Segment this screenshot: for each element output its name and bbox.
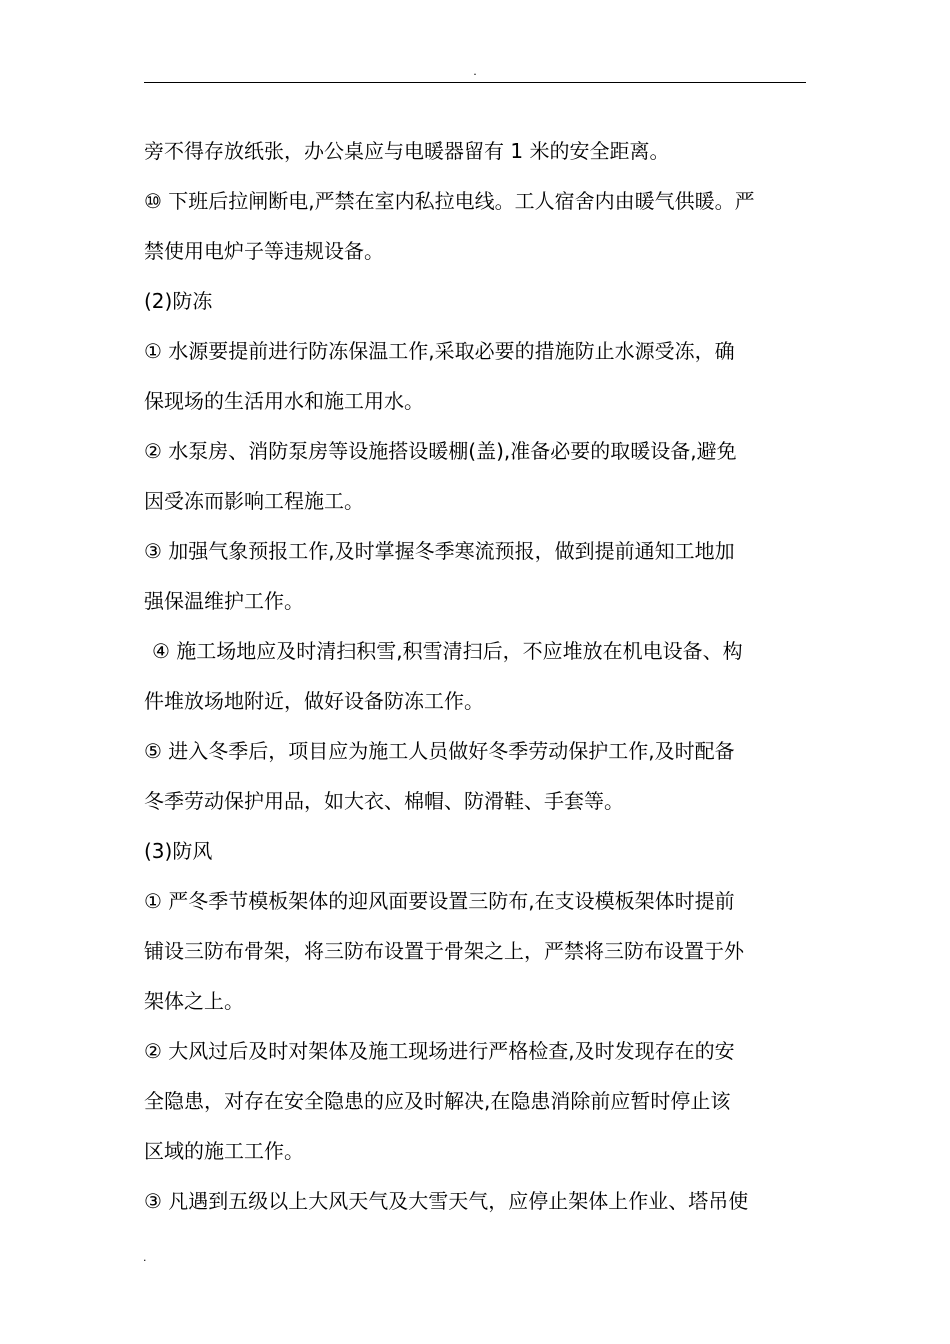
text-line: ② 大风过后及时对架体及施工现场进行严格检查,及时发现存在的安 [144, 1039, 735, 1063]
text-line: ③ 加强气象预报工作,及时掌握冬季寒流预报，做到提前通知工地加 [144, 539, 735, 563]
text-line: ⑩ 下班后拉闸断电,严禁在室内私拉电线。工人宿舍内由暖气供暖。严 [144, 189, 755, 213]
text-line: ④ 施工场地应及时清扫积雪,积雪清扫后，不应堆放在机电设备、构 [152, 639, 743, 663]
text-line: ② 水泵房、消防泵房等设施搭设暖棚(盖),准备必要的取暖设备,避免 [144, 439, 737, 463]
text-line: ⑤ 进入冬季后，项目应为施工人员做好冬季劳动保护工作,及时配备 [144, 739, 735, 763]
header-rule [144, 82, 806, 83]
text-line: 铺设三防布骨架，将三防布设置于骨架之上，严禁将三防布设置于外 [144, 939, 744, 963]
section-heading-fangfeng: (3)防风 [144, 839, 213, 863]
text-line: ① 水源要提前进行防冻保温工作,采取必要的措施防止水源受冻，确 [144, 339, 735, 363]
text-line: ① 严冬季节模板架体的迎风面要设置三防布,在支设模板架体时提前 [144, 889, 735, 913]
text-line: 件堆放场地附近，做好设备防冻工作。 [144, 689, 484, 713]
text-line: 全隐患，对存在安全隐患的应及时解决,在隐患消除前应暂时停止该 [144, 1089, 731, 1113]
text-line: 禁使用电炉子等违规设备。 [144, 239, 384, 263]
header-dot: . [473, 65, 477, 78]
text-line: 保现场的生活用水和施工用水。 [144, 389, 424, 413]
footer-dot: . [143, 1251, 147, 1264]
text-line: 强保温维护工作。 [144, 589, 304, 613]
text-line: 旁不得存放纸张，办公桌应与电暖器留有 1 米的安全距离。 [144, 139, 670, 163]
text-line: 架体之上。 [144, 989, 244, 1013]
text-line: 因受冻而影响工程施工。 [144, 489, 364, 513]
text-line: ③ 凡遇到五级以上大风天气及大雪天气，应停止架体上作业、塔吊使 [144, 1189, 749, 1213]
document-body [144, 126, 810, 1226]
text-line: 冬季劳动保护用品，如大衣、棉帽、防滑鞋、手套等。 [144, 789, 624, 813]
text-line: 区域的施工工作。 [144, 1139, 304, 1163]
section-heading-fangdong: (2)防冻 [144, 289, 213, 313]
